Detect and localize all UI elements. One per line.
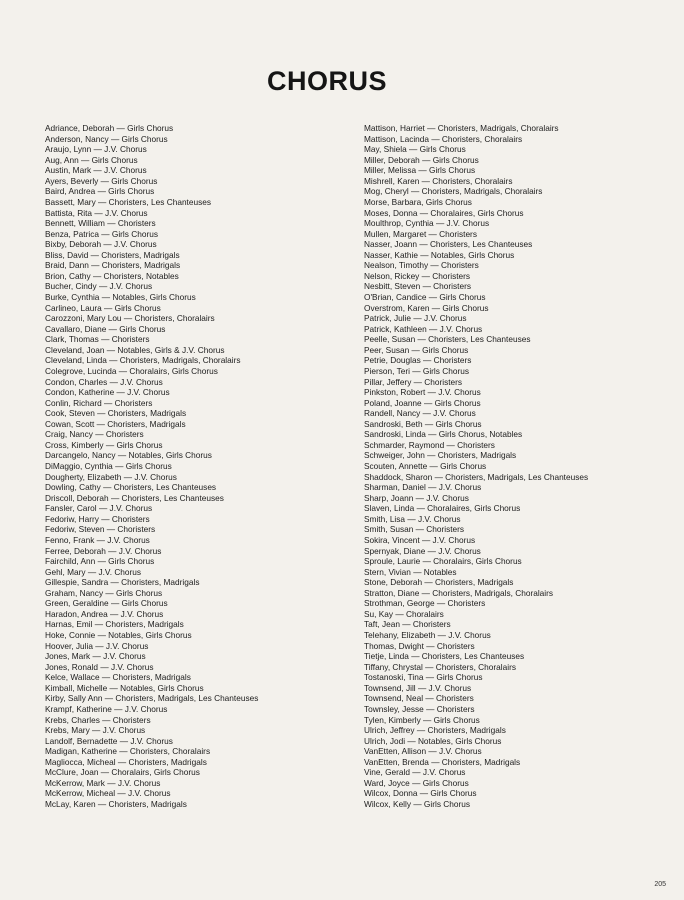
roster-entry: Mattison, Harriet — Choristers, Madrigals, Choralairs xyxy=(364,123,559,133)
roster-entry: DiMaggio, Cynthia — Girls Chorus xyxy=(45,461,172,471)
roster-entry: Bassett, Mary — Choristers, Les Chanteuses xyxy=(45,196,212,207)
roster-entry: Nelson, Rickey — Choristers xyxy=(364,270,471,281)
roster-entry: Morse, Barbara, Girls Chorus xyxy=(364,196,472,207)
roster-entry: Tostanoski, Tina — Girls Chorus xyxy=(364,672,483,683)
roster-entry: VanEtten, Brenda — Choristers, Madrigals xyxy=(364,756,521,767)
roster-entry: Moulthrop, Cynthia — J.V. Chorus xyxy=(364,218,490,229)
roster-entry: Conlin, Richard — Choristers xyxy=(45,397,153,408)
roster-entry: Mattison, Lacinda — Choristers, Choralairs xyxy=(364,133,523,144)
roster-entry: Araujo, Lynn — J.V. Chorus xyxy=(45,144,147,155)
roster-right-column xyxy=(364,123,676,810)
roster-entry: Colegrove, Lucinda — Choralairs, Girls Chorus xyxy=(45,365,218,376)
roster-entry: Harnas, Emil — Choristers, Madrigals xyxy=(45,619,184,630)
roster-entry: Fedoriw, Harry — Choristers xyxy=(45,513,150,524)
roster-entry: Dowling, Cathy — Choristers, Les Chanteuses xyxy=(45,482,217,493)
roster-entry: Cavallaro, Diane — Girls Chorus xyxy=(45,323,166,334)
roster-entry: Jones, Ronald — J.V. Chorus xyxy=(45,661,154,672)
roster-entry: Stone, Deborah — Choristers, Madrigals xyxy=(364,577,514,588)
roster-entry: Wilcox, Kelly — Girls Chorus xyxy=(364,799,471,809)
roster-entry: Carlineo, Laura — Girls Chorus xyxy=(45,302,161,313)
roster-entry: Sokira, Vincent — J.V. Chorus xyxy=(364,534,476,545)
roster-entry: Cross, Kimberly — Girls Chorus xyxy=(45,439,163,450)
roster-entry: Patrick, Julie — J.V. Chorus xyxy=(364,313,467,324)
roster-entry: Cleveland, Linda — Choristers, Madrigals, Choralairs xyxy=(45,355,241,366)
roster-entry: Miller, Deborah — Girls Chorus xyxy=(364,154,479,165)
roster-entry: Townsend, Neal — Choristers xyxy=(364,693,474,704)
roster-entry: Patrick, Kathleen — J.V. Chorus xyxy=(364,323,483,334)
roster-entry: McKerrow, Micheal — J.V. Chorus xyxy=(45,788,171,799)
roster-entry: Magliocca, Micheal — Choristers, Madrigals xyxy=(45,756,207,767)
roster-entry: Townsley, Jesse — Choristers xyxy=(364,703,475,714)
roster-entry: Ayers, Beverly — Girls Chorus xyxy=(45,175,158,186)
roster-entry: Adriance, Deborah — Girls Chorus xyxy=(45,123,174,133)
roster-entry: Nealson, Timothy — Choristers xyxy=(364,260,479,271)
roster-left-column xyxy=(45,123,335,810)
roster-entry: Hoke, Connie — Notables, Girls Chorus xyxy=(45,630,192,640)
roster-entry: Krebs, Mary — J.V. Chorus xyxy=(45,725,146,736)
roster-entry: Mishrell, Karen — Choristers, Choralairs xyxy=(364,175,513,186)
roster-entry: Cook, Steven — Choristers, Madrigals xyxy=(45,408,187,419)
page-number: 205 xyxy=(654,881,666,888)
roster-entry: Overstrom, Karen — Girls Chorus xyxy=(364,302,489,313)
roster-entry: McKerrow, Mark — J.V. Chorus xyxy=(45,777,161,788)
roster-entry: Wilcox, Donna — Girls Chorus xyxy=(364,788,477,799)
roster-entry: Vine, Gerald — J.V. Chorus xyxy=(364,767,466,778)
roster-entry: Thomas, Dwight — Choristers xyxy=(364,640,475,651)
roster-entry: Tietje, Linda — Choristers, Les Chanteuses xyxy=(364,651,525,662)
roster-entry: Sproule, Laurie — Choralairs, Girls Chorus xyxy=(364,556,522,567)
roster-entry: Slaven, Linda — Choralaires, Girls Chorus xyxy=(364,503,521,514)
roster-entry: Bennett, William — Choristers xyxy=(45,218,156,229)
roster-entry: Dougherty, Elizabeth — J.V. Chorus xyxy=(45,471,177,482)
roster-entry: Ulrich, Jeffrey — Choristers, Madrigals xyxy=(364,725,506,736)
roster-entry: VanEtten, Allison — J.V. Chorus xyxy=(364,746,482,757)
roster-entry: Brion, Cathy — Choristers, Notables xyxy=(45,270,179,281)
roster-entry: Cleveland, Joan — Notables, Girls & J.V. Chorus xyxy=(45,344,225,355)
roster-entry: Fenno, Frank — J.V. Chorus xyxy=(45,534,150,545)
roster-entry: Randell, Nancy — J.V. Chorus xyxy=(364,408,476,419)
roster-entry: Hoover, Julia — J.V. Chorus xyxy=(45,640,149,651)
roster-entry: Gehl, Mary — J.V. Chorus xyxy=(45,566,142,577)
roster-entry: Smith, Lisa — J.V. Chorus xyxy=(364,513,461,524)
roster-entry: Battista, Rita — J.V. Chorus xyxy=(45,207,148,218)
roster-entry: Benza, Patrica — Girls Chorus xyxy=(45,228,158,239)
roster-entry: Fedoriw, Steven — Choristers xyxy=(45,524,156,535)
roster-entry: Peer, Susan — Girls Chorus xyxy=(364,344,469,355)
page-title: CHORUS xyxy=(266,66,387,96)
roster-entry: Scouten, Annette — Girls Chorus xyxy=(364,461,487,471)
roster-entry: Townsend, Jill — J.V. Chorus xyxy=(364,682,472,693)
roster-entry: Condon, Katherine — J.V. Chorus xyxy=(45,387,170,398)
roster-entry: Nesbitt, Steven — Choristers xyxy=(364,281,471,292)
roster-entry: Carozzoni, Mary Lou — Choristers, Choralairs xyxy=(45,313,215,324)
roster-entry: McLay, Karen — Choristers, Madrigals xyxy=(45,799,187,809)
roster-entry: Green, Geraldine — Girls Chorus xyxy=(45,598,168,609)
roster-entry: Pillar, Jeffery — Choristers xyxy=(364,376,463,387)
roster-entry: Aug, Ann — Girls Chorus xyxy=(45,154,138,165)
roster-entry: Madigan, Katherine — Choristers, Choralairs xyxy=(45,746,211,757)
roster-entry: Fansler, Carol — J.V. Chorus xyxy=(45,503,153,514)
roster-entry: Graham, Nancy — Girls Chorus xyxy=(45,587,163,598)
roster-entry: Schweiger, John — Choristers, Madrigals xyxy=(364,450,517,461)
roster-entry: Clark, Thomas — Choristers xyxy=(45,334,150,345)
roster-entry: McClure, Joan — Choralairs, Girls Chorus xyxy=(45,767,200,778)
roster-entry: Ulrich, Jodi — Notables, Girls Chorus xyxy=(364,735,502,746)
roster-entry: Taft, Jean — Choristers xyxy=(364,619,451,630)
roster-entry: Bliss, David — Choristers, Madrigals xyxy=(45,249,180,260)
roster-entry: Darcangelo, Nancy — Notables, Girls Chorus xyxy=(45,450,212,461)
roster-entry: Sharp, Joann — J.V. Chorus xyxy=(364,492,469,503)
roster-entry: Burke, Cynthia — Notables, Girls Chorus xyxy=(45,292,196,302)
roster-entry: Mullen, Margaret — Choristers xyxy=(364,228,477,239)
roster-entry: Landolf, Bernadette — J.V. Chorus xyxy=(45,735,173,746)
roster-entry: Smith, Susan — Choristers xyxy=(364,524,465,535)
roster-entry: Bixby, Deborah — J.V. Chorus xyxy=(45,239,157,250)
roster-entry: Sandroski, Beth — Girls Chorus xyxy=(364,418,482,429)
roster-entry: Kirby, Sally Ann — Choristers, Madrigals, Les Chanteuses xyxy=(45,693,259,704)
roster-entry: Schmarder, Raymond — Choristers xyxy=(364,439,495,450)
roster-entry: Stern, Vivian — Notables xyxy=(364,566,457,577)
roster-entry: Braid, Dann — Choristers, Madrigals xyxy=(45,260,181,271)
roster-entry: Kimball, Michelle — Notables, Girls Chorus xyxy=(45,682,204,693)
roster-entry: Fairchild, Ann — Girls Chorus xyxy=(45,556,155,567)
roster-entry: Krebs, Charles — Choristers xyxy=(45,714,151,725)
roster-entry: Nasser, Joann — Choristers, Les Chanteuses xyxy=(364,239,533,250)
roster-entry: Poland, Joanne — Girls Chorus xyxy=(364,397,481,408)
roster-entry: Kelce, Wallace — Choristers, Madrigals xyxy=(45,672,191,683)
roster-entry: Shaddock, Sharon — Choristers, Madrigals, Les Chanteuses xyxy=(364,471,589,482)
roster-entry: Tylen, Kimberly — Girls Chorus xyxy=(364,714,480,725)
roster-entry: Stratton, Diane — Choristers, Madrigals, Choralairs xyxy=(364,587,554,598)
roster-entry: Gillespie, Sandra — Choristers, Madrigals xyxy=(45,577,200,588)
roster-entry: Austin, Mark — J.V. Chorus xyxy=(45,165,147,176)
roster-entry: Krampf, Katherine — J.V. Chorus xyxy=(45,703,168,714)
roster-entry: Cowan, Scott — Choristers, Madrigals xyxy=(45,418,186,429)
roster-entry: O'Brian, Candice — Girls Chorus xyxy=(364,292,486,302)
roster-entry: Nasser, Kathie — Notables, Girls Chorus xyxy=(364,249,515,260)
roster-entry: Miller, Melissa — Girls Chorus xyxy=(364,165,476,176)
roster-entry: Moses, Donna — Choralaires, Girls Chorus xyxy=(364,207,524,218)
roster-entry: Haradon, Andrea — J.V. Chorus xyxy=(45,608,164,619)
roster-entry: Tiffany, Chrystal — Choristers, Choralairs xyxy=(364,661,516,672)
roster-entry: Strothman, George — Choristers xyxy=(364,598,486,609)
roster-entry: Spernyak, Diane — J.V. Chorus xyxy=(364,545,481,556)
roster-entry: Baird, Andrea — Girls Chorus xyxy=(45,186,155,197)
roster-entry: Jones, Mark — J.V. Chorus xyxy=(45,651,146,662)
roster-entry: Pierson, Teri — Girls Chorus xyxy=(364,365,469,376)
roster-entry: Peelle, Susan — Choristers, Les Chanteuses xyxy=(364,334,531,345)
roster-entry: Anderson, Nancy — Girls Chorus xyxy=(45,133,168,144)
roster-entry: Sandroski, Linda — Girls Chorus, Notables xyxy=(364,429,523,440)
roster-entry: Mog, Cheryl — Choristers, Madrigals, Choralairs xyxy=(364,186,543,197)
roster-entry: Pinkston, Robert — J.V. Chorus xyxy=(364,387,481,398)
roster-entry: May, Shiela — Girls Chorus xyxy=(364,144,466,155)
roster-entry: Driscoll, Deborah — Choristers, Les Chanteuses xyxy=(45,492,224,503)
roster-entry: Sharman, Daniel — J.V. Chorus xyxy=(364,482,482,493)
roster-entry: Craig, Nancy — Choristers xyxy=(45,429,144,440)
roster-entry: Ferree, Deborah — J.V. Chorus xyxy=(45,545,162,556)
roster-entry: Condon, Charles — J.V. Chorus xyxy=(45,376,163,387)
roster-entry: Bucher, Cindy — J.V. Chorus xyxy=(45,281,153,292)
roster-entry: Ward, Joyce — Girls Chorus xyxy=(364,777,469,788)
roster-entry: Su, Kay — Choralairs xyxy=(364,608,444,619)
roster-entry: Petrie, Douglas — Choristers xyxy=(364,355,472,366)
roster-entry: Telehany, Elizabeth — J.V. Chorus xyxy=(364,630,491,640)
